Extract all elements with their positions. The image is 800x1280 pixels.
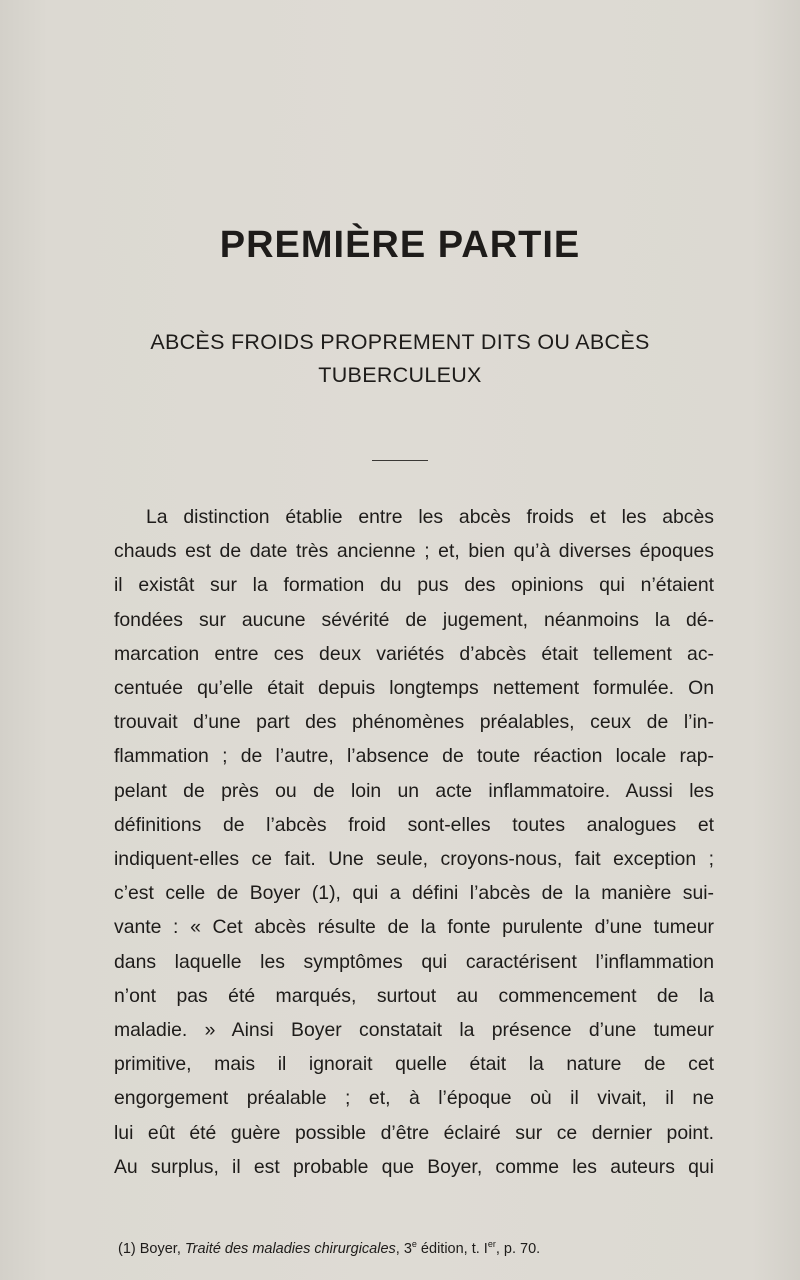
text-line: primitive, mais il ignorait quelle était la nature de cet <box>114 1053 714 1076</box>
text-line: n’ont pas été marqués, surtout au commencement de la <box>114 984 714 1007</box>
text-line: La distinction établie entre les abcès froids et les abcès <box>146 506 714 528</box>
footnote-book-title: Traité des maladies chirurgicales <box>184 1241 396 1257</box>
text-line: Au surplus, il est probable que Boyer, comme les auteurs qui <box>114 1155 714 1178</box>
text-line: c’est celle de Boyer (1), qui a défini l’abcès de la manière sui- <box>114 882 714 905</box>
part-title: PREMIÈRE PARTIE <box>219 224 581 266</box>
footnote-page: , p. 70. <box>495 1241 541 1257</box>
text-line: flammation ; de l’autre, l’absence de toute réaction locale rap- <box>114 745 714 768</box>
footnote-tome-superscript: er <box>487 1239 496 1250</box>
text-line: centuée qu’elle était depuis longtemps nettement formulée. On <box>114 677 714 700</box>
text-line: indiquent-elles ce fait. Une seule, croyons-nous, fait exception ; <box>114 848 714 871</box>
body-paragraph <box>114 500 714 1184</box>
chapter-title-line-1: ABCÈS FROIDS PROPREMENT DITS OU ABCÈS <box>150 330 650 354</box>
footnote <box>118 1239 738 1259</box>
text-line: dans laquelle les symptômes qui caractérisent l’inflammation <box>114 950 714 973</box>
text-line: engorgement préalable ; et, à l’époque où il vivait, il ne <box>114 1087 714 1110</box>
text-line: marcation entre ces deux variétés d’abcès était tellement ac- <box>114 642 714 665</box>
text-line: pelant de près ou de loin un acte inflammatoire. Aussi les <box>114 779 714 802</box>
chapter-title <box>100 326 700 392</box>
footnote-edition-rest: édition, t. I <box>416 1241 488 1257</box>
text-line: maladie. » Ainsi Boyer constatait la présence d’une tumeur <box>114 1019 714 1042</box>
footnote-edition: , 3 <box>395 1241 412 1257</box>
text-line: chauds est de date très ancienne ; et, bien qu’à diverses époques <box>114 540 714 563</box>
section-divider <box>372 460 428 461</box>
text-line: fondées sur aucune sévérité de jugement, néanmoins la dé- <box>114 608 714 631</box>
text-line: définitions de l’abcès froid sont-elles toutes analogues et <box>114 813 714 836</box>
footnote-edition-superscript: e <box>411 1239 417 1250</box>
text-line: vante : « Cet abcès résulte de la fonte purulente d’une tumeur <box>114 916 714 939</box>
text-line: il existât sur la formation du pus des opinions qui n’étaient <box>114 574 714 597</box>
chapter-title-line-2: TUBERCULEUX <box>318 363 482 387</box>
text-line: lui eût été guère possible d’être éclairé sur ce dernier point. <box>114 1121 714 1144</box>
text-line: trouvait d’une part des phénomènes préalables, ceux de l’in- <box>114 711 714 734</box>
footnote-prefix: (1) Boyer, <box>118 1241 185 1257</box>
